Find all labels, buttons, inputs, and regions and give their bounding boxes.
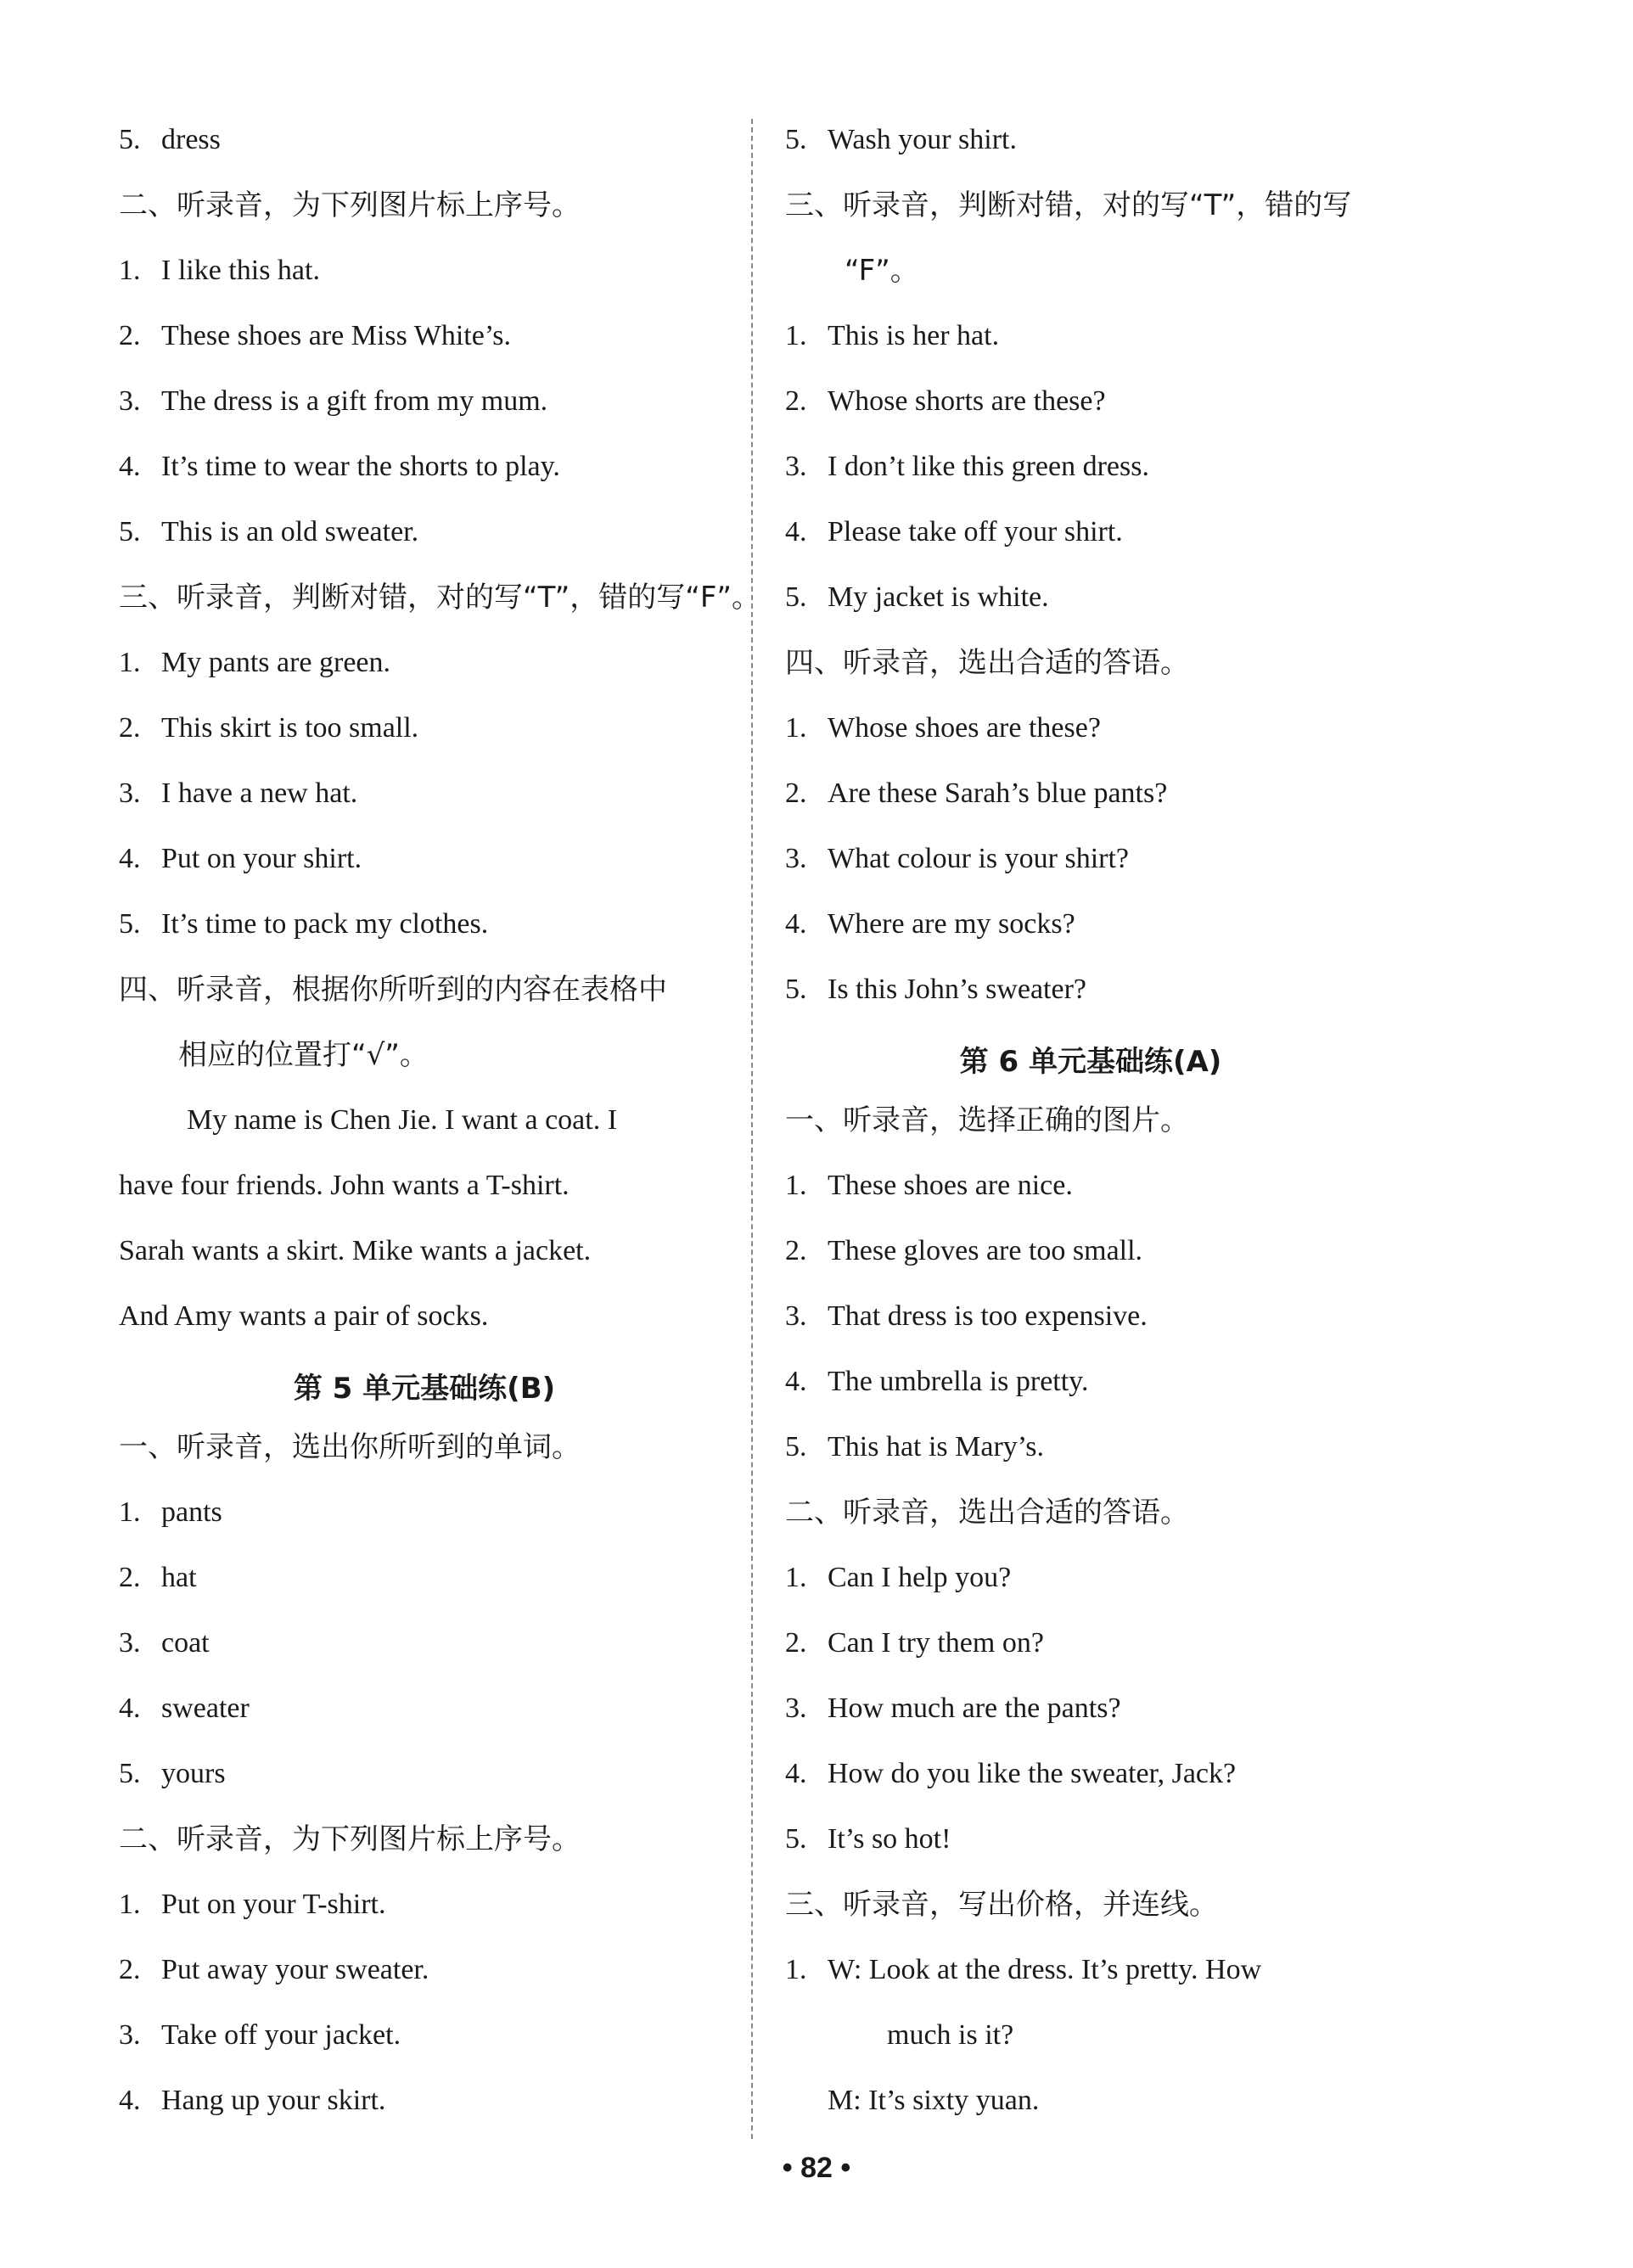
list-item: [119, 637, 798, 703]
item-text: W: Look at the dress. It’s pretty. How: [828, 1954, 1262, 1985]
item-number: 2.: [119, 1562, 141, 1593]
list-item: [785, 376, 1464, 441]
list-item: [785, 1618, 1464, 1683]
item-number: 3.: [119, 385, 141, 417]
item-number: 4.: [119, 1693, 141, 1724]
item-number: 2.: [119, 712, 141, 744]
list-item: [785, 1422, 1464, 1487]
item-text: My jacket is white.: [828, 581, 1049, 613]
item-number: 4.: [785, 516, 807, 547]
item-number: 5.: [785, 1823, 807, 1855]
item-number: 3.: [785, 1300, 807, 1332]
item-number: 4.: [785, 1758, 807, 1789]
dialogue-line: M: It’s sixty yuan.: [828, 2085, 1040, 2116]
item-text: My pants are green.: [161, 647, 391, 678]
paragraph-line: Sarah wants a skirt. Mike wants a jacket.: [119, 1235, 592, 1266]
item-number: 4.: [119, 2085, 141, 2116]
section-instruction: 一、听录音，选出你所听到的单词。: [119, 1430, 581, 1464]
list-item: [119, 507, 798, 572]
item-text: Put on your shirt.: [161, 843, 362, 874]
list-item: [119, 245, 798, 311]
item-text: It’s time to wear the shorts to play.: [161, 451, 560, 482]
item-number: 2.: [785, 778, 807, 809]
item-text: This is her hat.: [828, 320, 1000, 351]
dialogue-continued: much is it?: [887, 2019, 1014, 2051]
section-instruction: 一、听录音，选择正确的图片。: [785, 1103, 1189, 1137]
list-item: [785, 1814, 1464, 1879]
item-text: This skirt is too small.: [161, 712, 419, 744]
item-text: Hang up your skirt.: [161, 2085, 386, 2116]
item-text: Please take off your shirt.: [828, 516, 1123, 547]
list-item: [785, 1683, 1464, 1749]
list-item: [785, 834, 1464, 899]
item-number: 3.: [119, 1627, 141, 1659]
list-item: [119, 1618, 798, 1683]
section-instruction: 四、听录音，选出合适的答语。: [785, 646, 1189, 680]
item-text: dress: [161, 124, 221, 155]
item-text: Are these Sarah’s blue pants?: [828, 778, 1168, 809]
list-item: [119, 703, 798, 768]
item-text: These shoes are nice.: [828, 1170, 1073, 1201]
item-number: 4.: [785, 908, 807, 940]
list-item: [785, 899, 1464, 964]
item-number: 1.: [785, 320, 807, 351]
item-number: 3.: [119, 2019, 141, 2051]
item-number: 5.: [119, 908, 141, 940]
item-number: 5.: [785, 581, 807, 613]
list-item: [119, 441, 798, 507]
item-number: 3.: [785, 843, 807, 874]
item-number: 4.: [119, 451, 141, 482]
item-text: It’s time to pack my clothes.: [161, 908, 489, 940]
item-number: 2.: [119, 1954, 141, 1985]
item-text: This is an old sweater.: [161, 516, 419, 547]
section-instruction: 三、听录音，写出价格，并连线。: [785, 1888, 1218, 1922]
section-instruction: 三、听录音，判断对错，对的写“T”，错的写: [785, 188, 1352, 222]
list-item: [119, 768, 798, 834]
item-number: 2.: [785, 1627, 807, 1659]
item-text: This hat is Mary’s.: [828, 1431, 1044, 1462]
item-number: 3.: [785, 451, 807, 482]
item-text: Is this John’s sweater?: [828, 974, 1087, 1005]
unit-heading: 第 6 单元基础练(A): [959, 1045, 1222, 1079]
left-column: [119, 115, 798, 2141]
item-number: 3.: [119, 778, 141, 809]
list-item: [119, 311, 798, 376]
item-text: Put on your T-shirt.: [161, 1889, 386, 1920]
item-number: 4.: [785, 1366, 807, 1397]
list-item: [119, 1683, 798, 1749]
item-text: sweater: [161, 1693, 250, 1724]
item-text: I don’t like this green dress.: [828, 451, 1149, 482]
list-item: [785, 572, 1464, 637]
list-item: [785, 964, 1464, 1030]
item-text: Whose shorts are these?: [828, 385, 1106, 417]
unit-heading: 第 5 单元基础练(B): [293, 1372, 556, 1406]
item-text: It’s so hot!: [828, 1823, 951, 1855]
list-item: [119, 899, 798, 964]
section-instruction-continued: “F”。: [845, 254, 919, 288]
item-number: 3.: [785, 1693, 807, 1724]
item-text: Take off your jacket.: [161, 2019, 401, 2051]
section-instruction: 四、听录音，根据你所听到的内容在表格中: [119, 973, 667, 1007]
list-item: [119, 1879, 798, 1945]
item-text: coat: [161, 1627, 210, 1659]
item-number: 1.: [119, 647, 141, 678]
list-item: [785, 1749, 1464, 1814]
item-text: The dress is a gift from my mum.: [161, 385, 548, 417]
item-text: Can I try them on?: [828, 1627, 1044, 1659]
item-number: 1.: [785, 712, 807, 744]
item-text: I like this hat.: [161, 255, 320, 286]
item-text: These shoes are Miss White’s.: [161, 320, 512, 351]
list-item: [785, 507, 1464, 572]
item-text: yours: [161, 1758, 226, 1789]
item-number: 5.: [785, 124, 807, 155]
item-text: How do you like the sweater, Jack?: [828, 1758, 1237, 1789]
list-item: [785, 1945, 1464, 2010]
section-instruction: 二、听录音，选出合适的答语。: [785, 1496, 1189, 1530]
item-text: What colour is your shirt?: [828, 843, 1130, 874]
item-text: Whose shoes are these?: [828, 712, 1101, 744]
item-number: 5.: [119, 124, 141, 155]
item-text: The umbrella is pretty.: [828, 1366, 1089, 1397]
item-number: 1.: [785, 1562, 807, 1593]
item-text: That dress is too expensive.: [828, 1300, 1148, 1332]
section-instruction-continued: 相应的位置打“√”。: [178, 1038, 429, 1072]
list-item: [119, 2010, 798, 2075]
list-item: [119, 2075, 798, 2141]
item-text: hat: [161, 1562, 197, 1593]
item-text: These gloves are too small.: [828, 1235, 1143, 1266]
list-item: [785, 115, 1464, 180]
section-instruction: 三、听录音，判断对错，对的写“T”，错的写“F”。: [119, 581, 761, 615]
item-text: I have a new hat.: [161, 778, 358, 809]
paragraph-line: My name is Chen Jie. I want a coat. I: [187, 1104, 618, 1136]
list-item: [119, 376, 798, 441]
item-text: Where are my socks?: [828, 908, 1075, 940]
list-item: [119, 1552, 798, 1618]
item-number: 4.: [119, 843, 141, 874]
list-item: [119, 1749, 798, 1814]
item-text: pants: [161, 1496, 222, 1528]
list-item: [785, 1291, 1464, 1356]
item-number: 1.: [119, 1496, 141, 1528]
item-number: 5.: [119, 516, 141, 547]
item-number: 5.: [119, 1758, 141, 1789]
list-item: [785, 1160, 1464, 1226]
column-divider: [751, 119, 753, 2139]
item-text: Can I help you?: [828, 1562, 1012, 1593]
item-text: How much are the pants?: [828, 1693, 1121, 1724]
item-number: 5.: [785, 974, 807, 1005]
list-item: [785, 311, 1464, 376]
item-text: Wash your shirt.: [828, 124, 1017, 155]
list-item: [785, 703, 1464, 768]
item-number: 2.: [785, 1235, 807, 1266]
paragraph-line: have four friends. John wants a T-shirt.: [119, 1170, 570, 1201]
paragraph-line: And Amy wants a pair of socks.: [119, 1300, 489, 1332]
section-instruction: 二、听录音，为下列图片标上序号。: [119, 188, 581, 222]
list-item: [119, 115, 798, 180]
list-item: [785, 1226, 1464, 1291]
list-item: [119, 1487, 798, 1552]
section-instruction: 二、听录音，为下列图片标上序号。: [119, 1822, 581, 1856]
item-text: Put away your sweater.: [161, 1954, 429, 1985]
list-item: [785, 441, 1464, 507]
list-item: [119, 834, 798, 899]
item-number: 1.: [119, 255, 141, 286]
item-number: 2.: [785, 385, 807, 417]
list-item: [785, 768, 1464, 834]
item-number: 2.: [119, 320, 141, 351]
item-number: 5.: [785, 1431, 807, 1462]
page-number: • 82 •: [782, 2152, 851, 2184]
list-item: [785, 1552, 1464, 1618]
list-item: [119, 1945, 798, 2010]
item-number: 1.: [785, 1954, 807, 1985]
right-column: [785, 115, 1464, 2141]
item-number: 1.: [119, 1889, 141, 1920]
item-number: 1.: [785, 1170, 807, 1201]
list-item: [785, 1356, 1464, 1422]
